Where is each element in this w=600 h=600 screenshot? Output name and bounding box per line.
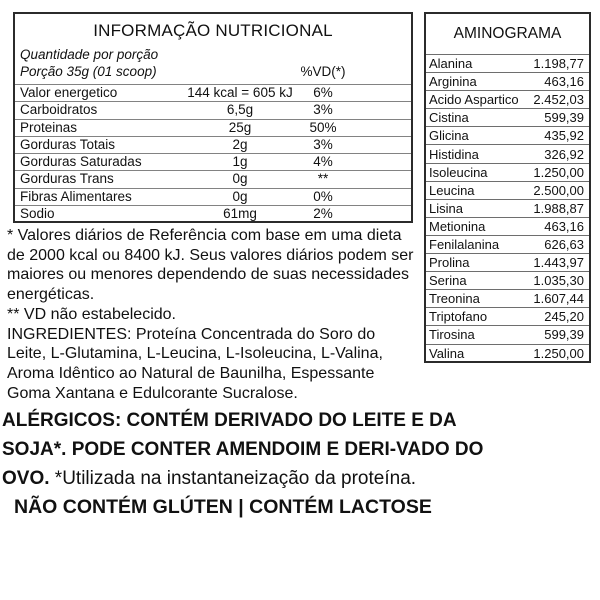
nutrient-name: Gorduras Trans bbox=[20, 171, 114, 187]
amino-acid-value: 599,39 bbox=[544, 110, 584, 126]
aminogram-row bbox=[426, 307, 589, 325]
nutrient-vd: 4% bbox=[313, 154, 333, 170]
aminogram-row bbox=[426, 72, 589, 90]
aminogram-row bbox=[426, 271, 589, 289]
nutrition-row bbox=[15, 101, 411, 118]
amino-acid-value: 1.988,87 bbox=[533, 200, 584, 216]
amino-acid-value: 1.198,77 bbox=[533, 56, 584, 72]
aminogram-table bbox=[424, 12, 591, 363]
nutrition-table-title: INFORMAÇÃO NUTRICIONAL bbox=[93, 21, 333, 40]
nutrient-name: Fibras Alimentares bbox=[20, 188, 132, 204]
nutrient-vd: 50% bbox=[309, 119, 337, 135]
nutrient-value: 0g bbox=[232, 171, 248, 187]
amino-acid-value: 326,92 bbox=[544, 146, 584, 162]
nutrient-vd: 6% bbox=[313, 85, 333, 100]
nutrient-value: 61mg bbox=[223, 206, 257, 222]
nutrition-row bbox=[15, 205, 411, 222]
amino-acid-name: Isoleucina bbox=[429, 164, 488, 180]
nutrition-row bbox=[15, 170, 411, 187]
nutrient-value: 25g bbox=[228, 119, 252, 135]
nutrient-vd: 0% bbox=[313, 188, 333, 204]
amino-acid-value: 599,39 bbox=[544, 327, 584, 343]
nutrient-name: Proteinas bbox=[20, 119, 78, 135]
nutrition-row bbox=[15, 136, 411, 153]
amino-acid-name: Tirosina bbox=[429, 327, 475, 343]
nutrient-name: Valor energetico bbox=[20, 85, 118, 100]
amino-acid-value: 2.452,03 bbox=[533, 92, 584, 108]
nutrition-row bbox=[15, 119, 411, 136]
aminogram-row bbox=[426, 144, 589, 162]
allergen-section bbox=[2, 406, 497, 522]
amino-acid-name: Alanina bbox=[429, 56, 473, 72]
amino-acid-value: 1.250,00 bbox=[533, 164, 584, 180]
aminogram-row bbox=[426, 253, 589, 271]
serving-size-label: Porção 35g (01 scoop) bbox=[20, 64, 157, 79]
amino-acid-name: Triptofano bbox=[429, 309, 488, 325]
aminogram-row bbox=[426, 181, 589, 199]
amino-acid-name: Glicina bbox=[429, 128, 469, 144]
amino-acid-value: 2.500,00 bbox=[533, 182, 584, 198]
allergen-warning bbox=[2, 406, 497, 493]
aminogram-row bbox=[426, 235, 589, 253]
serving-quantity-label: Quantidade por porção bbox=[20, 47, 159, 62]
amino-acid-name: Leucina bbox=[429, 182, 475, 198]
amino-acid-name: Histidina bbox=[429, 146, 479, 162]
nutrient-name: Carboidratos bbox=[20, 102, 98, 118]
amino-acid-name: Cistina bbox=[429, 110, 469, 126]
daily-value-column-header: %VD(*) bbox=[300, 64, 346, 79]
amino-acid-value: 1.607,44 bbox=[533, 291, 584, 307]
aminogram-row bbox=[426, 163, 589, 181]
amino-acid-name: Valina bbox=[429, 345, 465, 361]
aminogram-row bbox=[426, 126, 589, 144]
nutrient-value: 144 kcal = 605 kJ bbox=[187, 85, 293, 100]
daily-values-footnote: * Valores diários de Referência com base em uma dieta de 2000 kcal ou 8400 kJ. Seus valores diários podem ser maiores ou menores dependendo de suas necessidades energéticas. bbox=[7, 227, 414, 304]
nutrition-row bbox=[15, 188, 411, 205]
aminogram-row bbox=[426, 54, 589, 72]
aminogram-row bbox=[426, 108, 589, 126]
amino-acid-name: Treonina bbox=[429, 291, 480, 307]
amino-acid-value: 463,16 bbox=[544, 74, 584, 90]
nutrition-row bbox=[15, 153, 411, 170]
amino-acid-name: Serina bbox=[429, 273, 467, 289]
amino-acid-name: Prolina bbox=[429, 255, 470, 271]
nutrient-name: Gorduras Saturadas bbox=[20, 154, 142, 170]
footnotes-section bbox=[7, 226, 414, 403]
nutrient-vd: 2% bbox=[313, 206, 333, 222]
nutrition-facts-table bbox=[13, 12, 413, 223]
amino-acid-value: 1.250,00 bbox=[533, 345, 584, 361]
amino-acid-value: 435,92 bbox=[544, 128, 584, 144]
nutrient-value: 2g bbox=[232, 136, 248, 152]
amino-acid-value: 1.035,30 bbox=[533, 273, 584, 289]
nutrient-name: Sodio bbox=[20, 206, 55, 222]
gluten-lactose-line: NÃO CONTÉM GLÚTEN | CONTÉM LACTOSE bbox=[14, 496, 432, 518]
amino-acid-name: Arginina bbox=[429, 74, 477, 90]
allergen-note: *Utilizada na instantaneização da proteína. bbox=[54, 468, 417, 489]
amino-acid-value: 626,63 bbox=[544, 236, 584, 252]
nutrient-vd: 3% bbox=[313, 136, 333, 152]
ingredients-text: INGREDIENTES: Proteína Concentrada do Soro do Leite, L-Glutamina, L-Leucina, L-Isoleucina, L-Valina, Aroma Idêntico ao Natural de Baunilha, Espessante Goma Xantana e Edulcorante Sucralose. bbox=[7, 325, 383, 402]
aminogram-row bbox=[426, 289, 589, 307]
vd-footnote: ** VD não estabelecido. bbox=[7, 305, 176, 323]
aminogram-row bbox=[426, 325, 589, 343]
serving-info bbox=[15, 41, 411, 84]
nutrient-value: 0g bbox=[232, 188, 248, 204]
nutrient-value: 6,5g bbox=[226, 102, 254, 118]
amino-acid-value: 245,20 bbox=[544, 309, 584, 325]
aminogram-row bbox=[426, 344, 589, 362]
aminogram-title: AMINOGRAMA bbox=[453, 25, 562, 42]
allergen-bold-text: ALÉRGICOS: CONTÉM DERIVADO DO LEITE E DA SOJA*. PODE CONTER AMENDOIM E DERI-VADO DO OVO. bbox=[2, 410, 484, 489]
nutrient-name: Gorduras Totais bbox=[20, 136, 116, 152]
nutrition-row bbox=[15, 84, 411, 101]
aminogram-row bbox=[426, 90, 589, 108]
aminogram-row bbox=[426, 217, 589, 235]
amino-acid-name: Lisina bbox=[429, 200, 463, 216]
nutrient-vd: 3% bbox=[313, 102, 333, 118]
nutrient-value: 1g bbox=[232, 154, 248, 170]
nutrient-vd: ** bbox=[317, 171, 329, 187]
amino-acid-name: Acido Aspartico bbox=[429, 92, 519, 108]
amino-acid-name: Fenilalanina bbox=[429, 236, 500, 252]
amino-acid-name: Metionina bbox=[429, 218, 486, 234]
aminogram-row bbox=[426, 199, 589, 217]
amino-acid-value: 1.443,97 bbox=[533, 255, 584, 271]
amino-acid-value: 463,16 bbox=[544, 218, 584, 234]
